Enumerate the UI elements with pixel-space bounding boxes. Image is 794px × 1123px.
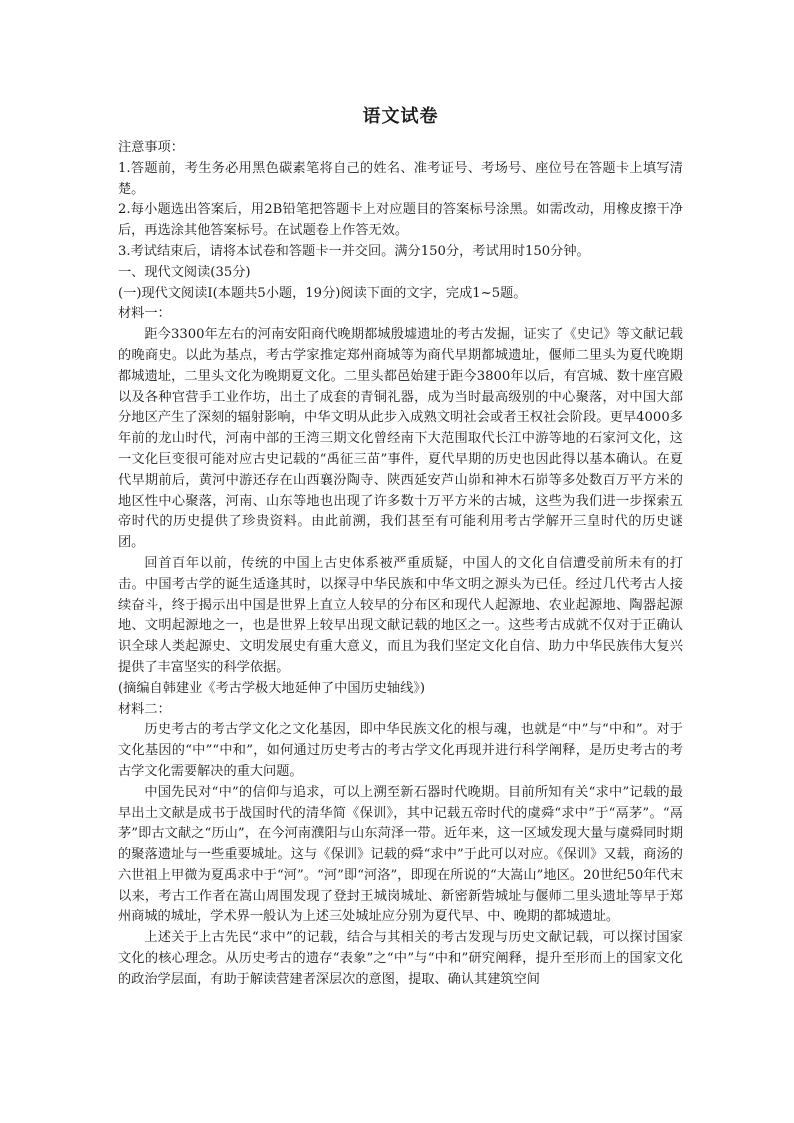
paragraph: 上述关于上古先民“求中”的记载，结合与其相关的考古发现与历史文献记载，可以探讨国家文化的核心理念。从历史考古的遗存“表象”之“中”与“中和”研究阐释，提升至形而上的国家文化的政治学层面，有助于解读营建者深层次的意图，提取、确认其建筑空间	[118, 930, 683, 987]
notice-heading: 注意事项：	[118, 140, 184, 155]
paragraph: 回首百年以前，传统的中国上古史体系被严重质疑，中国人的文化自信遭受前所未有的打击。中国考古学的诞生适逢其时，以探寻中华民族和中华文明之源头为已任。经过几代考古人接续奋斗，终于揭示出中国是世界上直立人较早的分布区和现代人起源地、农业起源地、陶器起源地、文明起源地之一，也是世界上较早出现文献记载的地区之一。这些考古成就不仅对于正确认识全球人类起源史、文明发展史有重大意义，而且为我们坚定文化自信、助力中华民族伟大复兴提供了丰富坚实的科学依据。	[118, 555, 683, 675]
paragraph: 距今3300年左右的河南安阳商代晚期都城殷墟遗址的考古发掘，证实了《史记》等文献记载的晚商史。以此为基点，考古学家推定郑州商城等为商代早期都城遗址，偃师二里头为夏代晚期都城遗址，二里头文化为晚期夏文化。二里头都邑始建于距今3800年以后，有宫城、数十座宫殿以及各种官营手工业作坊，出土了成套的青铜礼器，成为当时最高级别的中心聚落，对中国大部分地区产生了深刻的辐射影响，中华文明从此步入成熟文明社会或者王权社会阶段。更早4000多年前的龙山时代，河南中部的王湾三期文化曾经南下大范围取代长江中游等地的石家河文化，这一文化巨变很可能对应古史记载的“禹征三苗”事件，夏代早期的历史也因此得以基本确认。在夏代早期前后，黄河中游还存在山西襄汾陶寺、陕西延安芦山峁和神木石峁等多处数百万平方米的地区性中心聚落，河南、山东等地也出现了许多数十万平方米的古城，这些为我们进一步探索五帝时代的历史提供了珍贵资料。由此前溯，我们甚至有可能利用考古学解开三皇时代的历史谜团。	[118, 327, 683, 551]
subsection-heading: (一)现代文阅读Ⅰ(本题共5小题，19分)阅读下面的文字，完成1~5题。	[118, 285, 527, 301]
page-title: 语文试卷	[362, 106, 439, 127]
paragraph: 中国先民对“中”的信仰与追求，可以上溯至新石器时代晚期。目前所知有关“求中”记载的最早出土文献是成书于战国时代的清华简《保训》，其中记载五帝时代的虞舜“求中”于“鬲茅”。“鬲茅”即古文献之“历山”，在今河南濮阳与山东菏泽一带。近年来，这一区域发现大量与虞舜同时期的聚落遗址与一些重要城址。这与《保训》记载的舜“求中”于此可以对应。《保训》又载，商汤的六世祖上甲微为夏禹求中于“河”。“河”即“河洛”，即现在所说的“大嵩山”地区。20世纪50年代末以来，考古工作者在嵩山周围发现了登封王城岗城址、新密新砦城址与偃师二里头遗址等早于郑州商城的城址，学术界一般认为上述三处城址应分别为夏代早、中、晚期的都城遗址。	[118, 784, 683, 925]
notice-item: 1.答题前，考生务必用黑色碳素笔将自己的姓名、准考证号、考场号、座位号在答题卡上填写清楚。	[118, 160, 683, 197]
paragraph: 历史考古的考古学文化之文化基因，即中华民族文化的根与魂，也就是“中”与“中和”。对于文化基因的“中”“中和”，如何通过历史考古的考古学文化再现并进行科学阐释，是历史考古的考古学文化需要解决的重大问题。	[118, 722, 683, 779]
source-citation: (摘编自韩建业《考古学极大地延伸了中国历史轴线》)	[118, 680, 426, 696]
section-heading: 一、现代文阅读(35分)	[118, 264, 251, 280]
exam-page	[118, 104, 683, 991]
material-label: 材料二：	[118, 701, 171, 717]
material-label: 材料一：	[118, 306, 171, 322]
notice-item: 2.每小题选出答案后，用2B铅笔把答题卡上对应题目的答案标号涂黑。如需改动，用橡皮擦干净后，再选涂其他答案标号。在试题卷上作答无效。	[118, 202, 683, 239]
notice-item: 3.考试结束后，请将本试卷和答题卡一并交回。满分150分，考试用时150分钟。	[118, 243, 590, 259]
